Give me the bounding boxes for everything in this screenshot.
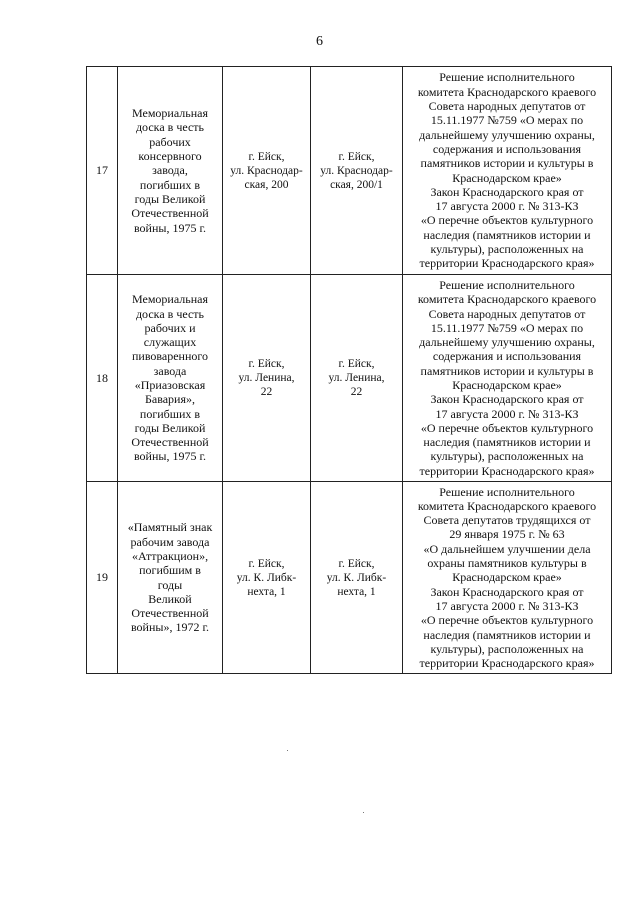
table-row [87, 275, 612, 482]
legal-document-cell [403, 275, 612, 482]
table-row [87, 482, 612, 674]
address-original: г. Ейск, ул. Ленина, 22 [238, 358, 295, 398]
table-row [87, 67, 612, 275]
object-name: Мемориальная доска в честь рабочих консервного завода, погибших в годы Великой Отечественной войны, 1975 г. [131, 106, 209, 235]
row-number-cell [87, 275, 118, 482]
address-original: г. Ейск, ул. К. Либк- нехта, 1 [236, 557, 297, 598]
address-cell [311, 482, 403, 674]
row-number: 19 [96, 570, 108, 585]
legal-document-text: Решение исполнительного комитета Краснодарского краевого Совета депутатов трудящихся от 29 января 1975 г. № 63 «О дальнейшем улучшении дела охраны памятников культуры в Краснодарском крае» Закон Краснодарского края от 17 августа 2000 г. № 313-КЗ «О перечне объектов культурного наследия (памятников истории и культуры), расположенных на территории Краснодарского края» [417, 484, 597, 671]
address-cell [223, 482, 311, 674]
address-current: г. Ейск, ул. К. Либк- нехта, 1 [326, 557, 387, 598]
object-name-cell [118, 275, 223, 482]
page-number: 6 [316, 34, 323, 49]
row-number: 18 [96, 370, 108, 385]
address-cell [311, 275, 403, 482]
row-number: 17 [96, 163, 108, 178]
legal-document-cell [403, 482, 612, 674]
address-original: г. Ейск, ул. Краснодар- ская, 200 [230, 150, 303, 191]
object-name: «Памятный знак рабочим завода «Аттракцион», погибшим в годы Великой Отечественной войны», 1972 г. [127, 520, 213, 635]
address-current: г. Ейск, ул. Ленина, 22 [328, 358, 385, 398]
heritage-registry-table [86, 66, 612, 674]
object-name-cell [118, 67, 223, 275]
legal-document-text: Решение исполнительного комитета Краснодарского краевого Совета народных депутатов от 15.11.1977 №759 «О мерах по дальнейшему улучшению охраны, содержания и использования памятников истории и культуры в Краснодарском крае» Закон Краснодарского края от 17 августа 2000 г. № 313-КЗ «О перечне объектов культурного наследия (памятников истории и культуры), расположенных на территории Краснодарского края» [417, 70, 597, 271]
legal-document-text: Решение исполнительного комитета Краснодарского краевого Совета народных депутатов от 15.11.1977 №759 «О мерах по дальнейшему улучшению охраны, содержания и использования памятников истории и культуры в Краснодарском крае» Закон Краснодарского края от 17 августа 2000 г. № 313-КЗ «О перечне объектов культурного наследия (памятников истории и культуры), расположенных на территории Краснодарского края» [417, 277, 597, 478]
scan-speck [287, 750, 288, 751]
scan-speck [363, 812, 364, 813]
object-name: Мемориальная доска в честь рабочих и служащих пивоваренного завода «Приазовская Бавария», погибших в годы Великой Отечественной войны, 1975 г. [131, 292, 209, 464]
object-name-cell [118, 482, 223, 674]
row-number-cell [87, 67, 118, 275]
legal-document-cell [403, 67, 612, 275]
address-cell [223, 275, 311, 482]
address-current: г. Ейск, ул. Краснодар- ская, 200/1 [320, 150, 393, 191]
row-number-cell [87, 482, 118, 674]
address-cell [223, 67, 311, 275]
address-cell [311, 67, 403, 275]
